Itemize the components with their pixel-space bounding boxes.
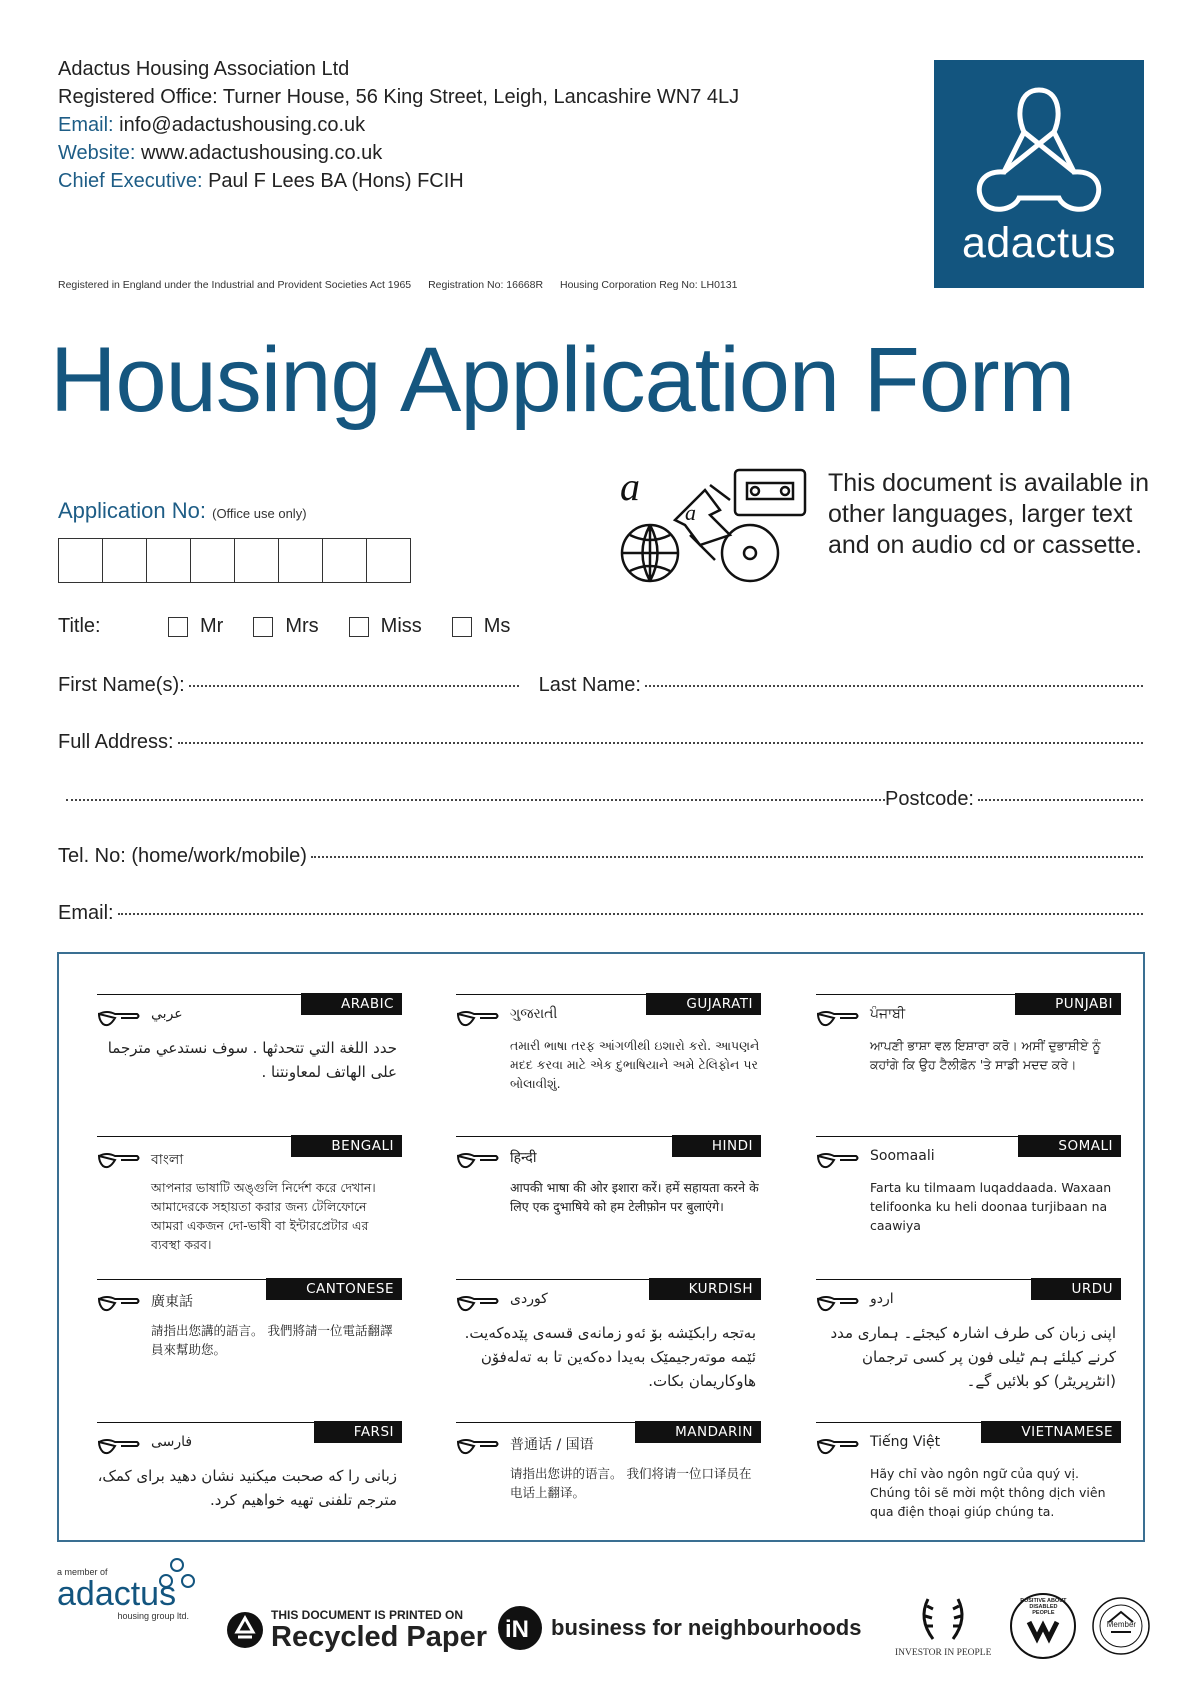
website-link[interactable]: www.adactushousing.co.uk bbox=[141, 142, 383, 164]
title-option-ms[interactable]: Ms bbox=[452, 615, 511, 638]
language-instruction: আপনার ভাষাটি অঙ্গুলি নির্দেশ করে দেখান। আমাদেরকে সহায়তা করার জন্য টেলিফোনে আমরা একজন দো-ভাষী বা ইন্টারপ্রেটার এর ব্যবস্থা করব। bbox=[151, 1180, 376, 1252]
name-row bbox=[58, 674, 1143, 697]
language-name: URDU bbox=[1031, 1278, 1121, 1300]
language-instruction: Farta ku tilmaam luqaddaada. Waxaan telifoonka ku heli doonaa turjibaan na caawiya bbox=[870, 1180, 1112, 1233]
chief-executive-line: Chief Executive: Paul F Lees BA (Hons) FCIH bbox=[58, 170, 464, 192]
language-native-name: عربي bbox=[151, 1006, 183, 1022]
language-instruction: 請指出您講的語言。 我們將請一位電話翻譯員來幫助您。 bbox=[151, 1323, 393, 1357]
language-cell-kurdish bbox=[436, 1251, 776, 1390]
language-cell-punjabi bbox=[796, 966, 1136, 1096]
language-native-name: ગુજરાતી bbox=[510, 1006, 558, 1022]
pointing-hand-icon bbox=[97, 1291, 141, 1315]
positive-about-disabled-badge: POSITIVE ABOUT DISABLED PEOPLE bbox=[1009, 1592, 1077, 1660]
language-instruction: ਆਪਣੀ ਭਾਸ਼ਾ ਵਲ ਇਸ਼ਾਰਾ ਕਰੋ। ਅਸੀਂ ਦੁਭਾਸ਼ੀਏ ਨੂੰ ਕਹਾਂਗੇ ਕਿ ਉਹ ਟੈਲੀਫ਼ੋਨ 'ਤੇ ਸਾਡੀ ਮਦਦ ਕਰੇ। bbox=[870, 1038, 1101, 1072]
title-option-mr[interactable]: Mr bbox=[168, 615, 223, 638]
language-cell-arabic bbox=[77, 966, 417, 1096]
title-label: Title: bbox=[58, 615, 101, 637]
postcode-field[interactable] bbox=[978, 799, 1143, 801]
accreditation-badges bbox=[895, 1592, 1151, 1660]
language-native-name: 普通话 / 国语 bbox=[510, 1437, 594, 1453]
language-cell-bengali bbox=[77, 1108, 417, 1252]
language-native-name: ਪੰਜਾਬੀ bbox=[870, 1006, 906, 1022]
email-label: Email: bbox=[58, 902, 114, 924]
checkbox[interactable] bbox=[168, 617, 188, 637]
language-native-name: বাংলা bbox=[151, 1152, 184, 1168]
language-instruction: حدد اللغة التي تتحدثها . سوف نستدعي مترجما على الهاتف لمعاونتنا . bbox=[107, 1039, 397, 1081]
address-field[interactable] bbox=[178, 742, 1143, 744]
app-no-digit-box[interactable] bbox=[366, 538, 411, 583]
checkbox[interactable] bbox=[452, 617, 472, 637]
language-instruction: اپنی زبان کی طرف اشارہ کیجئے۔ ہماری مدد کرنے کیلئے ہم ٹیلی فون پر کسی ترجمان (انٹرپریٹر) کو بلائیں گے۔ bbox=[830, 1324, 1116, 1390]
page-title: Housing Application Form bbox=[50, 329, 1075, 431]
pointing-hand-icon bbox=[97, 1148, 141, 1172]
email-row bbox=[58, 902, 1143, 925]
svg-text:a: a bbox=[685, 500, 696, 525]
address-row bbox=[58, 731, 1143, 754]
pointing-hand-icon bbox=[456, 1148, 500, 1172]
pointing-hand-icon bbox=[97, 1434, 141, 1458]
adactus-small-triangle-icon bbox=[157, 1557, 197, 1589]
email-link[interactable]: info@adactushousing.co.uk bbox=[119, 114, 366, 136]
tel-field[interactable] bbox=[311, 856, 1143, 858]
adactus-triangle-icon bbox=[934, 60, 1144, 230]
svg-text:iN: iN bbox=[505, 1616, 529, 1643]
member-badge: Member bbox=[1091, 1596, 1151, 1656]
adactus-logo bbox=[934, 60, 1144, 288]
pointing-hand-icon bbox=[456, 1434, 500, 1458]
app-no-digit-box[interactable] bbox=[234, 538, 279, 583]
checkbox[interactable] bbox=[253, 617, 273, 637]
language-name: MANDARIN bbox=[635, 1421, 761, 1443]
pointing-hand-icon bbox=[97, 1006, 141, 1030]
checkbox[interactable] bbox=[349, 617, 369, 637]
language-name: VIETNAMESE bbox=[981, 1421, 1121, 1443]
registered-office: Registered Office: Turner House, 56 King Street, Leigh, Lancashire WN7 4LJ bbox=[58, 86, 740, 108]
language-cell-gujarati bbox=[436, 966, 776, 1096]
email-field[interactable] bbox=[118, 913, 1143, 915]
language-name: PUNJABI bbox=[1015, 993, 1121, 1015]
adactus-group-logo: a member of adactus housing group ltd. bbox=[57, 1567, 197, 1621]
application-no-label: Application No: (Office use only) bbox=[58, 498, 307, 523]
pointing-hand-icon bbox=[816, 1148, 860, 1172]
language-native-name: Soomaali bbox=[870, 1148, 935, 1164]
pointing-hand-icon bbox=[816, 1006, 860, 1030]
tel-row bbox=[58, 845, 1143, 868]
pointing-hand-icon bbox=[816, 1291, 860, 1315]
logo-word: adactus bbox=[961, 219, 1117, 267]
app-no-digit-box[interactable] bbox=[58, 538, 103, 583]
language-name: KURDISH bbox=[649, 1278, 761, 1300]
first-name-field[interactable] bbox=[189, 685, 519, 687]
title-option-mrs[interactable]: Mrs bbox=[253, 615, 318, 638]
recycled-paper-badge: THIS DOCUMENT IS PRINTED ON Recycled Paper bbox=[225, 1608, 487, 1652]
language-native-name: اردو bbox=[870, 1291, 894, 1307]
laurel-icon bbox=[913, 1594, 973, 1648]
language-cell-hindi bbox=[436, 1108, 776, 1238]
languages-panel bbox=[57, 952, 1145, 1542]
pointing-hand-icon bbox=[816, 1434, 860, 1458]
language-native-name: Tiếng Việt bbox=[870, 1434, 941, 1450]
application-no-boxes bbox=[58, 538, 410, 583]
language-instruction: زبانی را که صحبت میکنید نشان دهید برای کمک، مترجم تلفنی تهیه خواهیم کرد. bbox=[97, 1467, 397, 1509]
tel-label: Tel. No: (home/work/mobile) bbox=[58, 845, 307, 867]
app-no-digit-box[interactable] bbox=[146, 538, 191, 583]
language-name: BENGALI bbox=[291, 1135, 402, 1157]
language-name: ARABIC bbox=[301, 993, 402, 1015]
language-instruction: Hãy chỉ vào ngôn ngữ của quý vị. Chúng tôi sẽ mời một thông dịch viên qua điện thoại giúp chúng ta. bbox=[870, 1466, 1106, 1519]
language-instruction: તમારી ભાષા તરફ આંગળીથી ઇશારો કરો. આપણને મદદ કરવા માટે એક દુભાષિયાને અમે ટેલિફોન પર બોલાવીશું. bbox=[510, 1038, 760, 1091]
app-no-digit-box[interactable] bbox=[102, 538, 147, 583]
svg-text:a: a bbox=[620, 465, 640, 509]
address-line-2-row bbox=[58, 788, 1143, 811]
org-name: Adactus Housing Association Ltd bbox=[58, 58, 350, 80]
language-cell-somali bbox=[796, 1108, 1136, 1238]
website-line: Website: www.adactushousing.co.uk bbox=[58, 142, 383, 164]
language-native-name: فارسی bbox=[151, 1434, 193, 1450]
app-no-digit-box[interactable] bbox=[322, 538, 367, 583]
investor-in-people-badge: INVESTOR IN PEOPLE bbox=[895, 1594, 991, 1658]
recycle-icon bbox=[225, 1610, 265, 1650]
email-line: Email: info@adactushousing.co.uk bbox=[58, 114, 366, 136]
title-option-miss[interactable]: Miss bbox=[349, 615, 422, 638]
alt-format-notice: This document is available in other languages, larger text and on audio cd or cassette. bbox=[828, 469, 1149, 559]
language-native-name: کوردی bbox=[510, 1291, 548, 1307]
postcode-label: Postcode: bbox=[885, 788, 974, 810]
app-no-digit-box[interactable] bbox=[278, 538, 323, 583]
pointing-hand-icon bbox=[456, 1291, 500, 1315]
language-cell-urdu bbox=[796, 1251, 1136, 1390]
pointing-hand-icon bbox=[456, 1006, 500, 1030]
last-name-label: Last Name: bbox=[538, 674, 641, 696]
language-name: GUJARATI bbox=[646, 993, 761, 1015]
business-for-neighbourhoods-logo: iN business for neighbourhoods bbox=[497, 1605, 861, 1651]
language-name: CANTONESE bbox=[266, 1278, 402, 1300]
language-instruction: आपकी भाषा की ओर इशारा करें। हमें सहायता करने के लिए एक दुभाषिये को हम टेलीफ़ोन पर बुलाएंगे। bbox=[510, 1180, 759, 1214]
last-name-field[interactable] bbox=[645, 685, 1143, 687]
language-cell-cantonese bbox=[77, 1251, 417, 1381]
language-name: SOMALI bbox=[1018, 1135, 1121, 1157]
address-line-2-field[interactable] bbox=[66, 799, 885, 801]
language-cell-vietnamese bbox=[796, 1394, 1136, 1524]
language-native-name: 廣東話 bbox=[151, 1294, 193, 1310]
app-no-digit-box[interactable] bbox=[190, 538, 235, 583]
address-label: Full Address: bbox=[58, 731, 174, 753]
language-native-name: हिन्दी bbox=[510, 1150, 537, 1166]
language-cell-mandarin bbox=[436, 1394, 776, 1524]
language-cell-farsi bbox=[77, 1394, 417, 1524]
header-address bbox=[58, 55, 739, 195]
title-row bbox=[58, 615, 540, 638]
registration-note: Registered in England under the Industrial and Provident Societies Act 1965 Registration No: 16668R Housing Corporation Reg No: LH0131 bbox=[58, 279, 738, 291]
language-instruction: بەتجە رابکێشە بۆ ئەو زمانەی قسەی پێدەکەیت. ئێمە موتەرجیمێک بەیدا دەکەین تا بە تەلەفۆن هاوکاریمان بکات. bbox=[464, 1324, 756, 1390]
bin-logo-icon bbox=[497, 1605, 543, 1651]
language-name: HINDI bbox=[672, 1135, 761, 1157]
accessible-formats-icon bbox=[615, 465, 815, 590]
language-name: FARSI bbox=[314, 1421, 402, 1443]
first-name-label: First Name(s): bbox=[58, 674, 185, 696]
language-instruction: 请指出您讲的语言。 我们将请一位口译员在电话上翻译。 bbox=[510, 1466, 752, 1500]
